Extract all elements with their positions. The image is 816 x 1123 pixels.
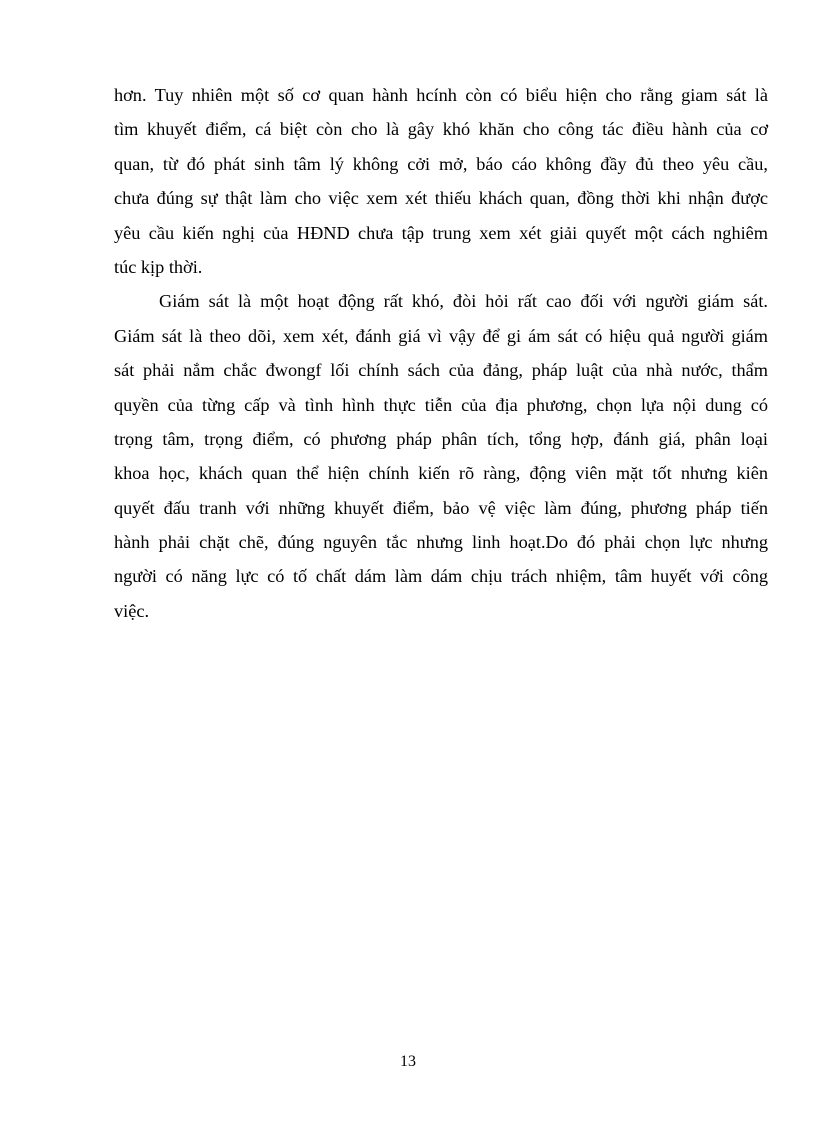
text-line: quyền của từng cấp và tình hình thực tiễn của địa phương, chọn lựa nội dung có xyxy=(114,394,768,415)
text-line: việc. xyxy=(114,600,150,621)
text-line: quan, từ đó phát sinh tâm lý không cởi mở, báo cáo không đầy đủ theo yêu cầu, xyxy=(114,153,768,174)
body-text xyxy=(114,78,768,628)
page-number: 13 xyxy=(400,1053,416,1070)
text-line: Giám sát là theo dõi, xem xét, đánh giá vì vậy để gi ám sát có hiệu quả người giám xyxy=(114,325,768,346)
text-line: túc kịp thời. xyxy=(114,256,203,277)
paragraph-2 xyxy=(114,284,768,628)
text-line: yêu cầu kiến nghị của HĐND chưa tập trung xem xét giải quyết một cách nghiêm xyxy=(114,222,768,243)
text-line: hơn. Tuy nhiên một số cơ quan hành hcính còn có biểu hiện cho rằng giam sát là xyxy=(114,85,768,105)
text-line: người có năng lực có tố chất dám làm dám chịu trách nhiệm, tâm huyết với công xyxy=(114,566,768,587)
text-line: hành phải chặt chẽ, đúng nguyên tắc nhưng linh hoạt.Do đó phải chọn lực nhưng xyxy=(114,532,768,553)
text-line: Giám sát là một hoạt động rất khó, đòi hỏi rất cao đối với người giám sát. xyxy=(159,291,768,312)
text-line: trọng tâm, trọng điểm, có phương pháp phân tích, tổng hợp, đánh giá, phân loại xyxy=(114,428,768,449)
text-line: chưa đúng sự thật làm cho việc xem xét thiếu khách quan, đồng thời khi nhận được xyxy=(114,188,768,209)
text-line: khoa học, khách quan thể hiện chính kiến rõ ràng, động viên mặt tốt nhưng kiên xyxy=(114,463,768,484)
text-line: sát phải nắm chắc đwongf lối chính sách của đảng, pháp luật của nhà nước, thẩm xyxy=(114,360,768,381)
text-line: quyết đấu tranh với những khuyết điểm, bảo vệ việc làm đúng, phương pháp tiến xyxy=(114,497,768,518)
paragraph-1 xyxy=(114,78,768,284)
text-line: tìm khuyết điểm, cá biệt còn cho là gây khó khăn cho công tác điều hành của cơ xyxy=(114,119,768,140)
